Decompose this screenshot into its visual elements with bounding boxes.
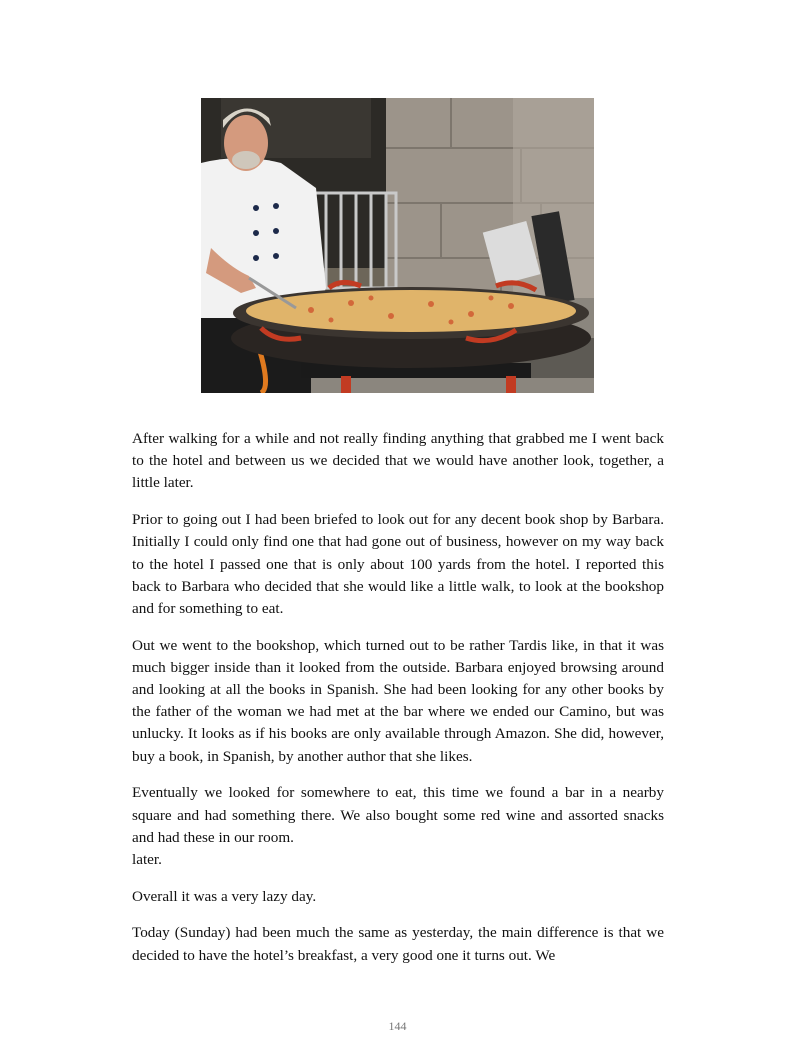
chef-paella-photo [201,98,594,393]
paragraph-7: Today (Sunday) had been much the same as yesterday, the main difference is that we decided to have the hotel’s breakfast, a very good one it turns out. We [132,924,664,964]
paragraph-3: Out we went to the bookshop, which turned out to be rather Tardis like, in that it was much bigger inside than it looked from the outside. Barbara enjoyed browsing around and looking at all the books in Spanish. She had been looking for any other books by the father of the woman we had met at the bar where we ended our Camino, but was unlucky. It looks as if his books are only available through Amazon. She did, however, buy a book, in Spanish, by another author that she likes. [132,636,664,765]
photo-illustration [201,98,594,393]
paragraph-4: Eventually we looked for somewhere to eat, this time we found a bar in a nearby square and had something there. We also bought some red wine and assorted snacks and had these in our room. [132,784,664,846]
paragraph-5: later. [132,850,162,868]
body-text [132,428,664,981]
paragraph-1: After walking for a while and not really finding anything that grabbed me I went back to the hotel and between us we decided that we would have another look, together, a little later. [132,430,664,492]
paragraph-2: Prior to going out I had been briefed to look out for any decent book shop by Barbara. Initially I could only find one that had gone out of business, however on my way back to the hotel I passed one that is only about 100 yards from the hotel. I reported this back to Barbara who decided that she would like a little walk, to look at the bookshop and for something to eat. [132,511,664,617]
page-number: 144 [388,1019,407,1033]
paragraph-6: Overall it was a very lazy day. [132,887,317,905]
